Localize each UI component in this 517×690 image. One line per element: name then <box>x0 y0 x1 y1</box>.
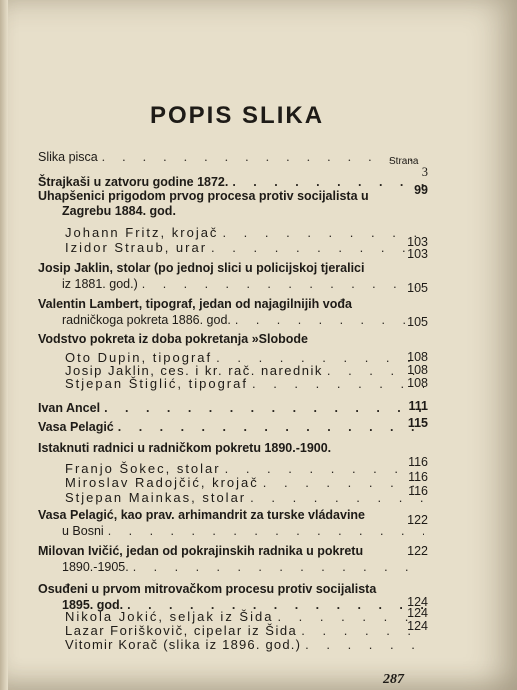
entry-title-cont: 1890.-1905. <box>62 560 129 574</box>
entry-title: Slika pisca <box>38 150 98 164</box>
page-gutter <box>0 0 8 690</box>
entry-title: Stjepan Štiglić, tipograf <box>65 376 248 391</box>
list-item <box>38 261 428 295</box>
entry-title: Josip Jaklin, ces. i kr. rač. narednik <box>65 363 323 378</box>
page-title: POPIS SLIKA <box>150 102 325 129</box>
list-item <box>65 637 428 652</box>
entry-title: Nikola Jokić, seljak iz Šida <box>65 609 274 624</box>
list-item <box>65 484 428 505</box>
entry-title: Uhapšenici prigodom prvog procesa protiv socijalista u <box>38 189 369 203</box>
list-item <box>38 190 428 218</box>
entry-page: 108 <box>407 376 428 390</box>
list-item <box>65 606 428 624</box>
entry-title: Štrajkaši u zatvoru godine 1872. <box>38 175 229 189</box>
entry-page: 105 <box>407 281 428 295</box>
section-heading: Istaknuti radnici u radničkom pokretu 1890.-1900. <box>38 441 332 455</box>
list-item <box>38 298 428 327</box>
entry-page: 105 <box>407 315 428 329</box>
page-column-header: Strana <box>389 156 419 167</box>
entry-title: Vasa Pelagić <box>38 420 114 434</box>
list-item <box>65 470 428 490</box>
entry-page: 3 <box>421 165 428 179</box>
entry-page: 108 <box>407 363 428 377</box>
entry-page: 103 <box>407 235 428 249</box>
entry-title: Miroslav Radojčić, krojač <box>65 475 259 490</box>
entry-title: Ivan Ancel <box>38 401 101 415</box>
list-item <box>38 416 428 434</box>
entry-page: 116 <box>408 455 428 469</box>
list-item <box>65 240 428 261</box>
entry-page: 99 <box>414 183 428 197</box>
entry-page: 111 <box>408 399 428 413</box>
entry-page: 103 <box>407 247 428 261</box>
entry-title-cont: Zagrebu 1884. god. <box>62 204 176 218</box>
list-item <box>38 583 428 612</box>
entry-title: Franjo Šokec, stolar <box>65 461 221 476</box>
entry-title: Vitomir Korač (slika iz 1896. god.) <box>65 637 302 652</box>
list-item <box>38 509 428 538</box>
entry-title: Vasa Pelagić, kao prav. arhimandrit za turske vládavine <box>38 508 366 522</box>
entry-page: 116 <box>408 470 428 484</box>
entry-page: 124 <box>407 595 428 609</box>
entry-page: 122 <box>407 544 428 558</box>
entry-title: Stjepan Mainkas, stolar <box>65 490 247 505</box>
list-item <box>65 619 428 638</box>
entry-page: 108 <box>407 350 428 364</box>
list-item <box>65 455 428 476</box>
entry-title: Johann Fritz, krojač <box>65 225 219 240</box>
entry-page: 122 <box>407 513 428 527</box>
entry-title-cont: u Bosni <box>62 524 104 538</box>
entry-title-cont: 1895. god. <box>62 598 124 612</box>
entry-title: Lazar Foriškovič, cipelar iz Šida <box>65 623 298 638</box>
section-heading: Vodstvo pokreta iz doba pokretanja »Slobode <box>38 332 308 346</box>
entry-title-cont: iz 1881. god.) <box>62 277 138 291</box>
entry-title: Milovan Ivičić, jedan od pokrajinskih radnika u pokretu <box>38 544 364 558</box>
entry-title: Valentin Lambert, tipograf, jedan od najagilnijih vođa <box>38 297 352 311</box>
list-item <box>38 150 428 179</box>
entry-page: 115 <box>407 416 428 430</box>
list-item <box>38 545 428 574</box>
list-item <box>65 376 428 391</box>
entry-page: 124 <box>407 606 428 620</box>
entry-title: Josip Jaklin, stolar (po jednoj slici u policijskoj tjeralici <box>38 261 365 275</box>
entry-page: 116 <box>408 484 428 498</box>
list-item <box>38 399 428 415</box>
page-number: 287 <box>383 672 404 687</box>
entry-title-cont: radničkoga pokreta 1886. god. <box>62 313 231 327</box>
entry-page: 124 <box>407 619 428 633</box>
entry-title: Oto Dupin, tipograf <box>65 350 213 365</box>
entry-title: Osuđeni u prvom mitrovačkom procesu protiv socijalista <box>38 582 377 596</box>
entry-title: Izidor Straub, urar <box>65 240 208 255</box>
